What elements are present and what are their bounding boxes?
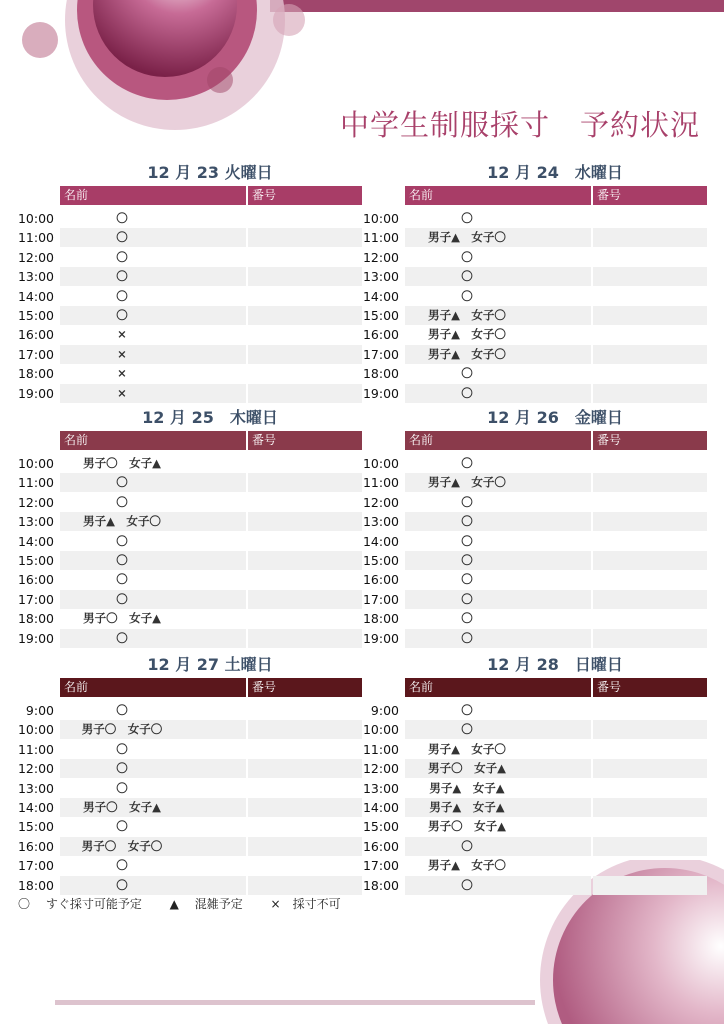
slot-time: 14:00 xyxy=(17,800,54,815)
day-title: 12 月 26 金曜日 xyxy=(487,408,623,427)
table-row xyxy=(345,384,707,403)
slot-status: 〇 xyxy=(461,703,473,717)
slot-time: 18:00 xyxy=(17,611,54,627)
number-cell[interactable] xyxy=(593,209,707,228)
slot-status: 〇 xyxy=(116,877,128,892)
number-cell[interactable] xyxy=(593,720,707,739)
table-row xyxy=(345,798,707,817)
slot-time: 14:00 xyxy=(17,533,54,549)
table-row xyxy=(345,454,707,473)
slot-status: 男子〇 女子▲ xyxy=(83,611,161,626)
number-cell[interactable] xyxy=(593,876,707,895)
header-number: 番号 xyxy=(248,186,362,205)
slot-status: 〇 xyxy=(461,366,473,381)
table-row xyxy=(0,609,362,628)
slot-time: 14:00 xyxy=(362,288,399,304)
slot-status: 〇 xyxy=(461,572,473,587)
slot-time: 15:00 xyxy=(362,553,399,568)
slot-status: 〇 xyxy=(461,288,473,303)
table-row xyxy=(345,876,707,895)
day-title: 12 月 27 土曜日 xyxy=(147,655,273,674)
slot-status: 男子▲ 女子〇 xyxy=(428,858,506,873)
slot-time: 15:00 xyxy=(17,553,54,568)
slot-time: 12:00 xyxy=(362,249,399,265)
slot-status: 〇 xyxy=(461,591,473,606)
slot-status: 〇 xyxy=(116,780,128,795)
table-row xyxy=(345,325,707,344)
number-cell[interactable] xyxy=(593,779,707,798)
table-header xyxy=(60,186,362,205)
table-row xyxy=(345,493,707,512)
number-cell[interactable] xyxy=(593,570,707,589)
number-cell[interactable] xyxy=(593,493,707,512)
slot-time: 18:00 xyxy=(17,366,54,382)
slot-status: 男子▲ 女子▲ xyxy=(429,800,505,814)
table-row xyxy=(345,532,707,551)
slot-status: × xyxy=(117,366,127,381)
slot-time: 16:00 xyxy=(362,327,399,343)
slot-time: 19:00 xyxy=(17,385,54,401)
slot-time: 10:00 xyxy=(17,456,54,471)
header-name: 名前 xyxy=(60,186,246,205)
slot-time: 13:00 xyxy=(17,780,54,796)
table-row xyxy=(0,512,362,531)
slot-status: 〇 xyxy=(461,533,473,548)
slot-time: 14:00 xyxy=(17,288,54,304)
number-cell[interactable] xyxy=(593,837,707,856)
slot-status: 〇 xyxy=(116,494,128,509)
slot-status: 〇 xyxy=(461,249,473,264)
table-row xyxy=(345,701,707,720)
slot-time: 18:00 xyxy=(362,611,399,627)
number-cell[interactable] xyxy=(593,856,707,875)
slot-time: 9:00 xyxy=(370,703,399,718)
slot-status: 〇 xyxy=(461,630,473,645)
table-row xyxy=(0,629,362,648)
slot-status: 〇 xyxy=(461,456,473,470)
legend-available: 〇 すぐ採寸可能予定 xyxy=(18,897,142,911)
slot-time: 10:00 xyxy=(362,722,399,738)
table-row xyxy=(0,837,362,856)
slot-status: 男子〇 女子▲ xyxy=(428,819,506,834)
slot-status: 男子▲ 女子〇 xyxy=(428,346,506,361)
table-row xyxy=(345,512,707,531)
table-row xyxy=(0,384,362,403)
number-cell[interactable] xyxy=(593,345,707,364)
table-row xyxy=(345,364,707,383)
table-row xyxy=(345,306,707,325)
top-band xyxy=(270,0,724,12)
table-row xyxy=(345,740,707,759)
slot-status: 〇 xyxy=(116,741,128,756)
number-cell[interactable] xyxy=(593,532,707,551)
day-schedule xyxy=(345,160,707,405)
table-header xyxy=(60,431,362,450)
slot-time: 15:00 xyxy=(362,819,399,835)
table-row xyxy=(0,876,362,895)
slot-status: 〇 xyxy=(461,211,473,225)
slot-status: 男子▲ 女子〇 xyxy=(428,327,506,342)
number-cell[interactable] xyxy=(593,512,707,531)
table-header xyxy=(405,186,707,205)
slot-status: 〇 xyxy=(116,591,128,606)
number-cell[interactable] xyxy=(593,701,707,720)
table-row xyxy=(345,209,707,228)
header-name: 名前 xyxy=(60,431,246,450)
table-row xyxy=(0,779,362,798)
table-row xyxy=(345,590,707,609)
slot-status: 男子▲ 女子〇 xyxy=(428,475,506,490)
slot-time: 15:00 xyxy=(17,819,54,835)
table-row xyxy=(0,759,362,778)
slot-time: 19:00 xyxy=(362,385,399,401)
slot-time: 15:00 xyxy=(362,308,399,323)
decorative-bottom-line xyxy=(55,1000,535,1005)
table-row xyxy=(0,493,362,512)
slot-time: 13:00 xyxy=(17,514,54,530)
slot-status: 男子〇 女子〇 xyxy=(81,838,163,853)
slot-time: 14:00 xyxy=(362,533,399,549)
slot-time: 17:00 xyxy=(17,346,54,362)
header-number: 番号 xyxy=(248,431,362,450)
table-row xyxy=(0,306,362,325)
table-row xyxy=(345,817,707,836)
table-row xyxy=(0,701,362,720)
legend-crowded: ▲ 混雑予定 xyxy=(169,897,243,911)
number-cell[interactable] xyxy=(593,740,707,759)
slot-status: 〇 xyxy=(461,611,473,626)
table-row xyxy=(0,817,362,836)
slot-time: 11:00 xyxy=(17,741,54,757)
day-schedule xyxy=(0,652,362,897)
header-number: 番号 xyxy=(593,186,707,205)
slot-time: 19:00 xyxy=(17,630,54,646)
slot-status: 男子〇 女子▲ xyxy=(83,800,161,814)
table-header xyxy=(405,678,707,697)
slot-status: 〇 xyxy=(116,230,128,245)
number-cell[interactable] xyxy=(593,551,707,570)
slot-status: 〇 xyxy=(116,533,128,548)
table-row xyxy=(0,228,362,247)
slot-status: 〇 xyxy=(461,722,473,737)
number-cell[interactable] xyxy=(593,590,707,609)
slot-time: 13:00 xyxy=(362,514,399,530)
slot-status: 男子▲ 女子〇 xyxy=(428,230,506,245)
slot-status: 〇 xyxy=(116,703,128,717)
slot-time: 14:00 xyxy=(362,800,399,815)
slot-status: 〇 xyxy=(116,630,128,645)
number-cell[interactable] xyxy=(593,325,707,344)
slot-time: 16:00 xyxy=(17,838,54,854)
number-cell[interactable] xyxy=(593,817,707,836)
slot-time: 12:00 xyxy=(362,494,399,510)
table-row xyxy=(0,267,362,286)
table-row xyxy=(345,228,707,247)
slot-status: 〇 xyxy=(461,385,473,400)
slot-time: 13:00 xyxy=(362,269,399,285)
slot-time: 12:00 xyxy=(17,249,54,265)
slot-time: 10:00 xyxy=(17,211,54,226)
table-row xyxy=(345,570,707,589)
slot-time: 17:00 xyxy=(17,858,54,874)
slot-status: 〇 xyxy=(461,877,473,892)
header-name: 名前 xyxy=(405,431,591,450)
header-name: 名前 xyxy=(60,678,246,697)
number-cell[interactable] xyxy=(593,228,707,247)
slot-time: 9:00 xyxy=(25,703,54,718)
slot-time: 13:00 xyxy=(17,269,54,285)
number-cell[interactable] xyxy=(593,609,707,628)
slot-status: 〇 xyxy=(461,553,473,567)
slot-time: 13:00 xyxy=(362,780,399,796)
number-cell[interactable] xyxy=(593,759,707,778)
table-row xyxy=(345,629,707,648)
slot-status: 〇 xyxy=(116,819,128,834)
number-cell[interactable] xyxy=(593,629,707,648)
table-row xyxy=(0,287,362,306)
slot-time: 17:00 xyxy=(362,591,399,607)
slot-status: × xyxy=(117,346,127,361)
table-row xyxy=(0,551,362,570)
header-number: 番号 xyxy=(248,678,362,697)
table-row xyxy=(345,759,707,778)
day-schedule xyxy=(345,405,707,650)
header-name: 名前 xyxy=(405,186,591,205)
number-cell[interactable] xyxy=(593,287,707,306)
slot-status: 男子〇 女子〇 xyxy=(81,722,163,737)
slot-time: 11:00 xyxy=(362,741,399,757)
day-title: 12 月 28 日曜日 xyxy=(487,655,623,674)
number-cell[interactable] xyxy=(593,454,707,473)
day-title: 12 月 24 水曜日 xyxy=(487,163,623,182)
table-row xyxy=(345,609,707,628)
slot-time: 11:00 xyxy=(362,230,399,246)
number-cell[interactable] xyxy=(593,473,707,492)
slot-status: 男子▲ 女子▲ xyxy=(429,780,505,795)
slot-status: 〇 xyxy=(116,572,128,587)
table-row xyxy=(0,364,362,383)
table-row xyxy=(0,345,362,364)
slot-status: 男子〇 女子▲ xyxy=(83,456,161,470)
number-cell[interactable] xyxy=(593,267,707,286)
day-title: 12 月 25 木曜日 xyxy=(142,408,278,427)
day-schedule xyxy=(0,405,362,650)
decorative-sphere-top xyxy=(15,0,315,135)
slot-time: 16:00 xyxy=(17,327,54,343)
slot-time: 12:00 xyxy=(362,761,399,777)
slot-time: 11:00 xyxy=(362,475,399,491)
table-row xyxy=(0,248,362,267)
slot-time: 10:00 xyxy=(362,456,399,471)
slot-time: 12:00 xyxy=(17,494,54,510)
table-row xyxy=(0,454,362,473)
table-row xyxy=(345,856,707,875)
table-row xyxy=(345,345,707,364)
slot-status: 〇 xyxy=(461,269,473,284)
table-row xyxy=(0,532,362,551)
table-row xyxy=(345,720,707,739)
slot-status: 〇 xyxy=(116,269,128,284)
table-row xyxy=(345,779,707,798)
table-row xyxy=(0,740,362,759)
slot-time: 17:00 xyxy=(362,858,399,874)
slot-time: 17:00 xyxy=(17,591,54,607)
table-row xyxy=(0,798,362,817)
slot-time: 19:00 xyxy=(362,630,399,646)
table-row xyxy=(0,570,362,589)
slot-time: 11:00 xyxy=(17,230,54,246)
slot-time: 18:00 xyxy=(362,877,399,893)
slot-status: 〇 xyxy=(116,475,128,490)
table-row xyxy=(345,267,707,286)
table-row xyxy=(0,209,362,228)
header-name: 名前 xyxy=(405,678,591,697)
slot-time: 16:00 xyxy=(362,838,399,854)
table-row xyxy=(0,720,362,739)
slot-time: 10:00 xyxy=(362,211,399,226)
slot-time: 12:00 xyxy=(17,761,54,777)
slot-status: 〇 xyxy=(116,761,128,776)
header-number: 番号 xyxy=(593,678,707,697)
slot-status: 男子〇 女子▲ xyxy=(428,761,506,776)
slot-time: 16:00 xyxy=(17,572,54,588)
slot-status: 男子▲ 女子〇 xyxy=(83,514,161,529)
number-cell[interactable] xyxy=(593,798,707,817)
table-row xyxy=(345,248,707,267)
legend-unavailable: × 採寸不可 xyxy=(270,897,341,911)
slot-time: 18:00 xyxy=(17,877,54,893)
slot-time: 18:00 xyxy=(362,366,399,382)
number-cell[interactable] xyxy=(593,306,707,325)
table-row xyxy=(345,287,707,306)
legend xyxy=(18,895,365,912)
slot-status: 〇 xyxy=(116,288,128,303)
slot-time: 17:00 xyxy=(362,346,399,362)
day-title: 12 月 23 火曜日 xyxy=(147,163,273,182)
table-row xyxy=(345,551,707,570)
table-row xyxy=(0,473,362,492)
slot-status: × xyxy=(117,385,127,400)
slot-status: × xyxy=(117,327,127,342)
slot-status: 男子▲ 女子〇 xyxy=(428,308,506,322)
number-cell[interactable] xyxy=(593,364,707,383)
header-number: 番号 xyxy=(593,431,707,450)
slot-time: 11:00 xyxy=(17,475,54,491)
slot-status: 〇 xyxy=(116,211,128,225)
day-schedule xyxy=(345,652,707,897)
slot-status: 〇 xyxy=(461,494,473,509)
number-cell[interactable] xyxy=(593,384,707,403)
slot-status: 〇 xyxy=(116,553,128,567)
slot-time: 16:00 xyxy=(362,572,399,588)
slot-time: 15:00 xyxy=(17,308,54,323)
number-cell[interactable] xyxy=(593,248,707,267)
slot-status: 〇 xyxy=(461,514,473,529)
slot-status: 〇 xyxy=(461,838,473,853)
slot-status: 〇 xyxy=(116,308,128,322)
table-row xyxy=(0,590,362,609)
table-row xyxy=(345,837,707,856)
table-header xyxy=(405,431,707,450)
day-schedule xyxy=(0,160,362,405)
slot-time: 10:00 xyxy=(17,722,54,738)
table-row xyxy=(345,473,707,492)
table-header xyxy=(60,678,362,697)
table-row xyxy=(0,856,362,875)
slot-status: 男子▲ 女子〇 xyxy=(428,741,506,756)
slot-status: 〇 xyxy=(116,858,128,873)
page-title: 中学生制服採寸 予約状況 xyxy=(339,108,700,142)
table-row xyxy=(0,325,362,344)
slot-status: 〇 xyxy=(116,249,128,264)
